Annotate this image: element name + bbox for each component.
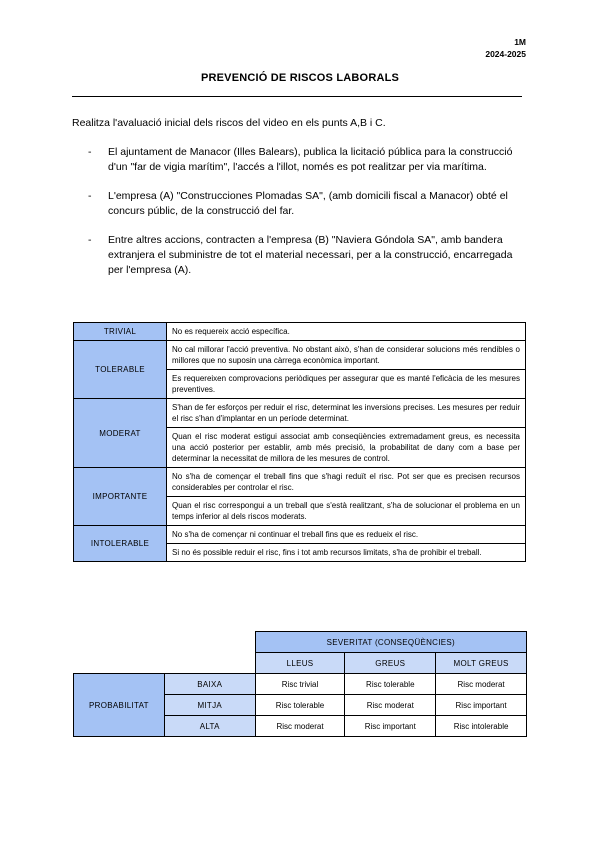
level-moderat: MODERAT [74, 399, 167, 468]
table-row [74, 674, 527, 695]
header-year: 2024-2025 [485, 49, 526, 59]
matrix-cell: Risc moderat [345, 695, 436, 716]
level-description: No es requereix acció específica. [167, 323, 526, 341]
matrix-cell: Risc tolerable [255, 695, 345, 716]
level-description: No s'ha de començar ni continuar el treball fins que es redueix el risc. [167, 526, 526, 544]
probability-header: PROBABILITAT [74, 674, 165, 737]
level-description: S'han de fer esforços per reduir el risc, determinat les inversions precises. Les mesures per reduir el risc s'han d'implantar en un període determinat. [167, 399, 526, 428]
level-description: Quan el risc moderat estigui associat amb conseqüències extremadament greus, es necessita una acció posterior per establir, amb més precisió, la probabilitat de dany com a base per determinar la necessitat de millora de les mesures de control. [167, 428, 526, 468]
level-important: IMPORTANTE [74, 468, 167, 526]
table-row [74, 632, 527, 653]
severity-high: MOLT GREUS [436, 653, 527, 674]
probability-mid: MITJA [164, 695, 255, 716]
matrix-cell: Risc moderat [436, 674, 527, 695]
list-item: - Entre altres accions, contracten a l'empresa (B) "Naviera Góndola SA", amb bandera extranjera el subministre de tot el material necessari, per a la construcció, encarregada per l'empresa (A). [88, 233, 528, 278]
severity-header: SEVERITAT (CONSEQÜÈNCIES) [255, 632, 526, 653]
table-row [74, 323, 526, 341]
probability-low: BAIXA [164, 674, 255, 695]
probability-high: ALTA [164, 716, 255, 737]
matrix-cell: Risc trivial [255, 674, 345, 695]
table-row [74, 653, 527, 674]
level-tolerable: TOLERABLE [74, 341, 167, 399]
intro-text: Realitza l'avaluació inicial dels riscos del video en els punts A,B i C. [72, 117, 386, 129]
title-divider [72, 96, 522, 97]
bullet-list [88, 145, 528, 292]
level-description: No s'ha de començar el treball fins que s'hagi reduït el risc. Pot ser que es precisen recursos considerables per controlar el risc. [167, 468, 526, 497]
matrix-cell: Risc important [345, 716, 436, 737]
level-description: Es requereixen comprovacions periòdiques per assegurar que es manté l'eficàcia de les mesures preventives. [167, 370, 526, 399]
table-row [74, 526, 526, 544]
table-row [74, 341, 526, 370]
severity-mid: GREUS [345, 653, 436, 674]
header-code: 1M [514, 37, 526, 47]
page-title: PREVENCIÓ DE RISCOS LABORALS [200, 72, 400, 84]
level-description: Si no és possible reduir el risc, fins i tot amb recursos limitats, s'ha de prohibir el treball. [167, 544, 526, 562]
level-trivial: TRIVIAL [74, 323, 167, 341]
list-item: - L'empresa (A) "Construcciones Plomadas SA", (amb domicili fiscal a Manacor) obté el concurs públic, de la construcció del far. [88, 189, 528, 219]
table-row [74, 399, 526, 428]
severity-low: LLEUS [255, 653, 345, 674]
level-description: No cal millorar l'acció preventiva. No obstant això, s'han de considerar solucions més rendibles o millores que no suposin una càrrega econòmica important. [167, 341, 526, 370]
table-row [74, 468, 526, 497]
level-intolerable: INTOLERABLE [74, 526, 167, 562]
matrix-cell: Risc tolerable [345, 674, 436, 695]
risk-matrix-table [73, 631, 527, 737]
matrix-cell: Risc important [436, 695, 527, 716]
header-meta [485, 36, 526, 60]
risk-levels-table [73, 322, 526, 562]
list-item: - El ajuntament de Manacor (Illes Balears), publica la licitació pública para la construcció d'un "far de vigia marítim", l'accés a l'illot, només es pot realitzar per via marítima. [88, 145, 528, 175]
matrix-cell: Risc moderat [255, 716, 345, 737]
matrix-cell: Risc intolerable [436, 716, 527, 737]
level-description: Quan el risc correspongui a un treball que s'està realitzant, s'ha de solucionar el problema en un temps inferior al dels riscos moderats. [167, 497, 526, 526]
